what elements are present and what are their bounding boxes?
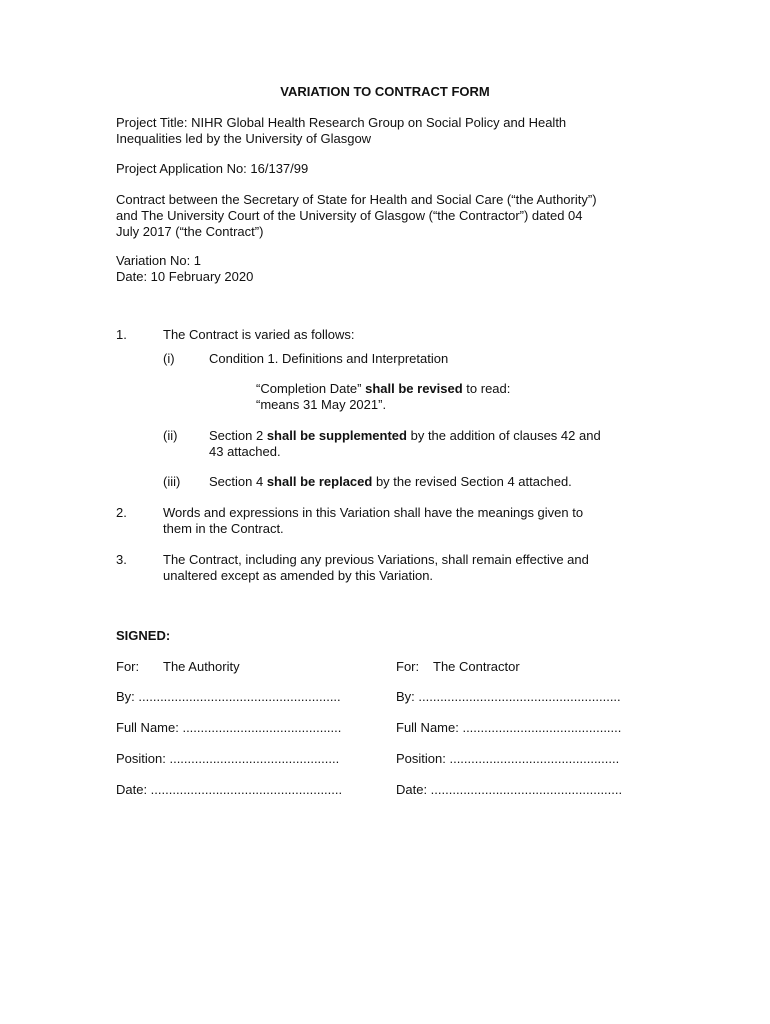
subclause-text (209, 428, 601, 444)
authority-date-field[interactable]: Date: ..................................................... (116, 782, 343, 797)
contractor-by-field[interactable]: By: ........................................................ (396, 689, 621, 704)
contract-line: July 2017 (“the Contract”) (116, 224, 264, 239)
subclause-emphasis: shall be replaced (266, 474, 373, 489)
clause-number: 3. (116, 552, 127, 567)
subclause-text-cont: 43 attached. (209, 444, 281, 459)
signed-heading: SIGNED: (116, 628, 171, 643)
for-label: For: (396, 659, 420, 674)
contract-line: Contract between the Secretary of State for Health and Social Care (“the Authority”) (116, 192, 597, 207)
subclause-text (209, 474, 572, 490)
subclause-fragment: by the addition of clauses 42 and (406, 428, 601, 443)
clause-text: The Contract is varied as follows: (163, 327, 355, 342)
clause-number: 1. (116, 327, 127, 342)
subclause-fragment: by the revised Section 4 attached. (372, 474, 572, 489)
clause-text: unaltered except as amended by this Variation. (163, 568, 434, 583)
subclause-number: (iii) (163, 474, 181, 489)
quote-text: “Completion Date” (256, 381, 366, 396)
contractor-full-name-field[interactable]: Full Name: ............................................ (396, 720, 622, 735)
authority-by-field[interactable]: By: ........................................................ (116, 689, 341, 704)
quote-emphasis: shall be revised (365, 381, 463, 396)
subclause-number: (i) (163, 351, 175, 366)
quote-text: to read: (462, 381, 511, 396)
completion-date-value: “means 31 May 2021”. (256, 397, 387, 412)
clause-number: 2. (116, 505, 127, 520)
subclause-fragment: Section 2 (209, 428, 267, 443)
contractor-position-field[interactable]: Position: ............................................... (396, 751, 620, 766)
project-application: Project Application No: 16/137/99 (116, 161, 309, 176)
contract-parties (116, 192, 646, 240)
contract-line: and The University Court of the University of Glasgow (“the Contractor”) dated 04 (116, 208, 583, 223)
clause-text: Words and expressions in this Variation shall have the meanings given to (163, 505, 584, 520)
subclause-fragment: Section 4 (209, 474, 267, 489)
project-title-line: Project Title: NIHR Global Health Research Group on Social Policy and Health (116, 115, 567, 130)
project-title (116, 115, 646, 147)
completion-date-quote (256, 381, 510, 397)
variation-date: Date: 10 February 2020 (116, 269, 254, 284)
variation-number: Variation No: 1 (116, 253, 202, 268)
for-label: For: (116, 659, 140, 674)
project-title-line: Inequalities led by the University of Glasgow (116, 131, 372, 146)
authority-party: The Authority (163, 659, 240, 674)
clause-text: The Contract, including any previous Variations, shall remain effective and (163, 552, 589, 567)
subclause-emphasis: shall be supplemented (266, 428, 407, 443)
authority-full-name-field[interactable]: Full Name: ............................................ (116, 720, 342, 735)
document-title: VARIATION TO CONTRACT FORM (280, 84, 490, 99)
contractor-party: The Contractor (433, 659, 520, 674)
contractor-date-field[interactable]: Date: ..................................................... (396, 782, 623, 797)
authority-position-field[interactable]: Position: ............................................... (116, 751, 340, 766)
clause-text: them in the Contract. (163, 521, 284, 536)
subclause-number: (ii) (163, 428, 178, 443)
subclause-text: Condition 1. Definitions and Interpretation (209, 351, 449, 366)
